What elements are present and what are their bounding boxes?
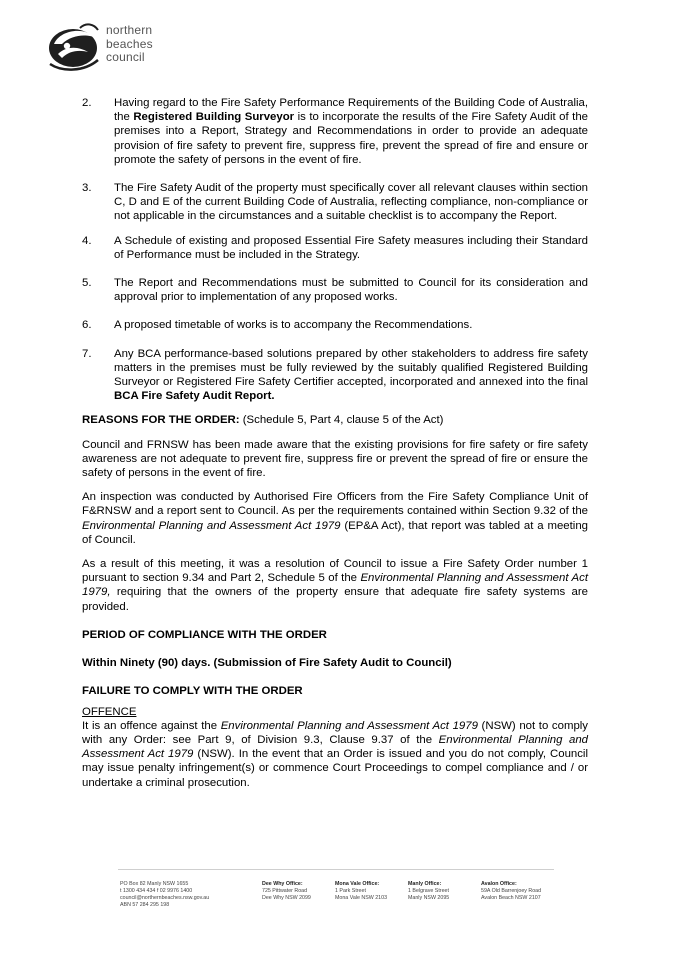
footer-office-title: Mona Vale Office:	[335, 881, 380, 887]
list-item-number: 6.	[82, 319, 92, 332]
footer-divider	[118, 869, 554, 870]
list-item	[82, 234, 588, 262]
document-body	[82, 96, 588, 790]
footer-office-avalon	[481, 881, 541, 902]
footer-line: council@northernbeaches.nsw.gov.au	[120, 895, 210, 901]
footer-line: ABN 57 284 295 198	[120, 902, 170, 908]
footer-office-title: Avalon Office:	[481, 881, 517, 887]
list-item	[82, 181, 588, 224]
list-item-number: 7.	[82, 347, 92, 360]
text-run-bold: Registered Building Surveyor	[133, 111, 295, 124]
reasons-heading-line	[82, 413, 588, 427]
list-item	[82, 276, 588, 304]
text-run: A proposed timetable of works is to accompany the Recommendations.	[114, 319, 473, 332]
text-run: The Fire Safety Audit of the property must specifically cover all relevant clauses within section C, D and E of the current Building Code of Australia, reflecting compliance, non-compliance or not applicable in the circumstances and a suitable checklist is to accompany the Report.	[114, 182, 588, 223]
footer-contact	[120, 881, 209, 909]
text-run: Any BCA performance-based solutions prepared by other stakeholders to address fire safety matters in the premises must be fully reviewed by the suitably qualified Registered Building Surveyor or Registered Fire Safety Certifier accepted, incorporated and annexed into the final	[114, 347, 588, 389]
compliance-heading: PERIOD OF COMPLIANCE WITH THE ORDER	[82, 628, 327, 641]
paragraph	[82, 557, 588, 614]
text-run: The Report and Recommendations must be submitted to Council for its consideration and approval prior to implementation of any proposed works.	[114, 277, 588, 304]
text-run: (NSW) not to comply with any Order: see Part 9, of Division 9.3, Clause 9.37 of the	[82, 719, 588, 746]
footer-line: Manly NSW 2095	[408, 895, 450, 901]
text-run-italic: Environmental Planning and Assessment Act 1979,	[82, 572, 588, 599]
footer-line: t 1300 434 434 f 02 9976 1400	[120, 888, 193, 894]
footer-office-manly	[408, 881, 449, 902]
list-item-number: 4.	[82, 234, 92, 247]
text-run-italic: Environmental Planning and Assessment Act 1979	[82, 519, 341, 532]
offence-paragraph	[82, 719, 588, 790]
footer-line: Dee Why NSW 2099	[262, 895, 311, 901]
council-logo	[44, 20, 184, 76]
footer-office-title: Dee Why Office:	[262, 881, 303, 887]
paragraph	[82, 490, 588, 547]
text-run-bold: BCA Fire Safety Audit Report.	[114, 390, 275, 403]
council-logo-wordmark	[106, 24, 153, 65]
text-run-italic: Environmental Planning and Assessment Act 1979	[82, 733, 588, 761]
text-run: As a result of this meeting, it was a resolution of Council to issue a Fire Safety Order number 1 pursuant to section 9.34 and Part 2, Schedule 5 of the	[82, 558, 588, 585]
council-logo-icon	[44, 20, 102, 74]
text-run: (EP&A Act), that report was tabled at a meeting of Council.	[82, 519, 588, 546]
failure-heading: FAILURE TO COMPLY WITH THE ORDER	[82, 685, 303, 698]
footer-line: Avalon Beach NSW 2107	[481, 895, 541, 901]
footer-office-dee-why	[262, 881, 311, 902]
footer-line: 1 Belgrave Street	[408, 888, 449, 894]
compliance-period: Within Ninety (90) days. (Submission of Fire Safety Audit to Council)	[82, 657, 452, 670]
reasons-heading: REASONS FOR THE ORDER:	[82, 414, 240, 427]
footer-office-mona-vale	[335, 881, 387, 902]
offence-label: OFFENCE	[82, 705, 137, 718]
list-item-number: 5.	[82, 277, 92, 290]
text-run: (NSW). In the event that an Order is issued and you do not comply, Council may issue penalty infringement(s) or commence Court Proceedings to compel compliance and / or undertake a criminal prosecution.	[82, 748, 588, 789]
footer-line: 725 Pittwater Road	[262, 888, 308, 894]
list-item-number: 3.	[82, 182, 92, 195]
text-run: Having regard to the Fire Safety Performance Requirements of the Building Code of Australia, the	[114, 97, 588, 124]
text-run: It is an offence against the	[82, 719, 221, 732]
list-item	[82, 318, 588, 332]
text-run: An inspection was conducted by Authorised Fire Officers from the Fire Safety Compliance Unit of F&RNSW and a report sent to Council. As per the requirements contained within Section 9.32 of the	[82, 491, 588, 518]
list-item	[82, 347, 588, 404]
list-item-number: 2.	[82, 97, 92, 109]
paragraph	[82, 438, 588, 481]
text-run: Council and FRNSW has been made aware that the existing provisions for fire safety or fire safety awareness are not adequate to prevent fire, suppress fire or prevent the spread of fire or ensure the safety of persons in the event of fire.	[82, 438, 588, 480]
footer-line: 1 Park Street	[335, 888, 366, 894]
list-item	[82, 96, 588, 167]
logo-line-3: council	[106, 50, 145, 64]
footer-line: PO Box 82 Manly NSW 1655	[120, 881, 189, 887]
text-run: requiring that the owners of the property ensure that adequate fire safety systems are provided.	[82, 586, 588, 613]
logo-line-1: northern	[106, 23, 153, 37]
reasons-subheading: (Schedule 5, Part 4, clause 5 of the Act)	[239, 414, 444, 427]
footer-line: 59A Old Barrenjoey Road	[481, 888, 542, 894]
logo-line-2: beaches	[106, 36, 153, 51]
footer-line: Mona Vale NSW 2103	[335, 895, 388, 901]
text-run-italic: Environmental Planning and Assessment Act 1979	[220, 719, 478, 732]
text-run: A Schedule of existing and proposed Essential Fire Safety measures including their Standard of Performance must be included in the Strategy.	[114, 234, 588, 261]
text-run: is to incorporate the results of the Fire Safety Audit of the premises into a Report, Strategy and Recommendations in order to provide an adequate provision of fire safety to prevent fire, suppress fire, prevent the spread of fire and ensure or promote the safety of persons in the event of fire.	[114, 111, 589, 166]
footer-office-title: Manly Office:	[408, 881, 442, 887]
